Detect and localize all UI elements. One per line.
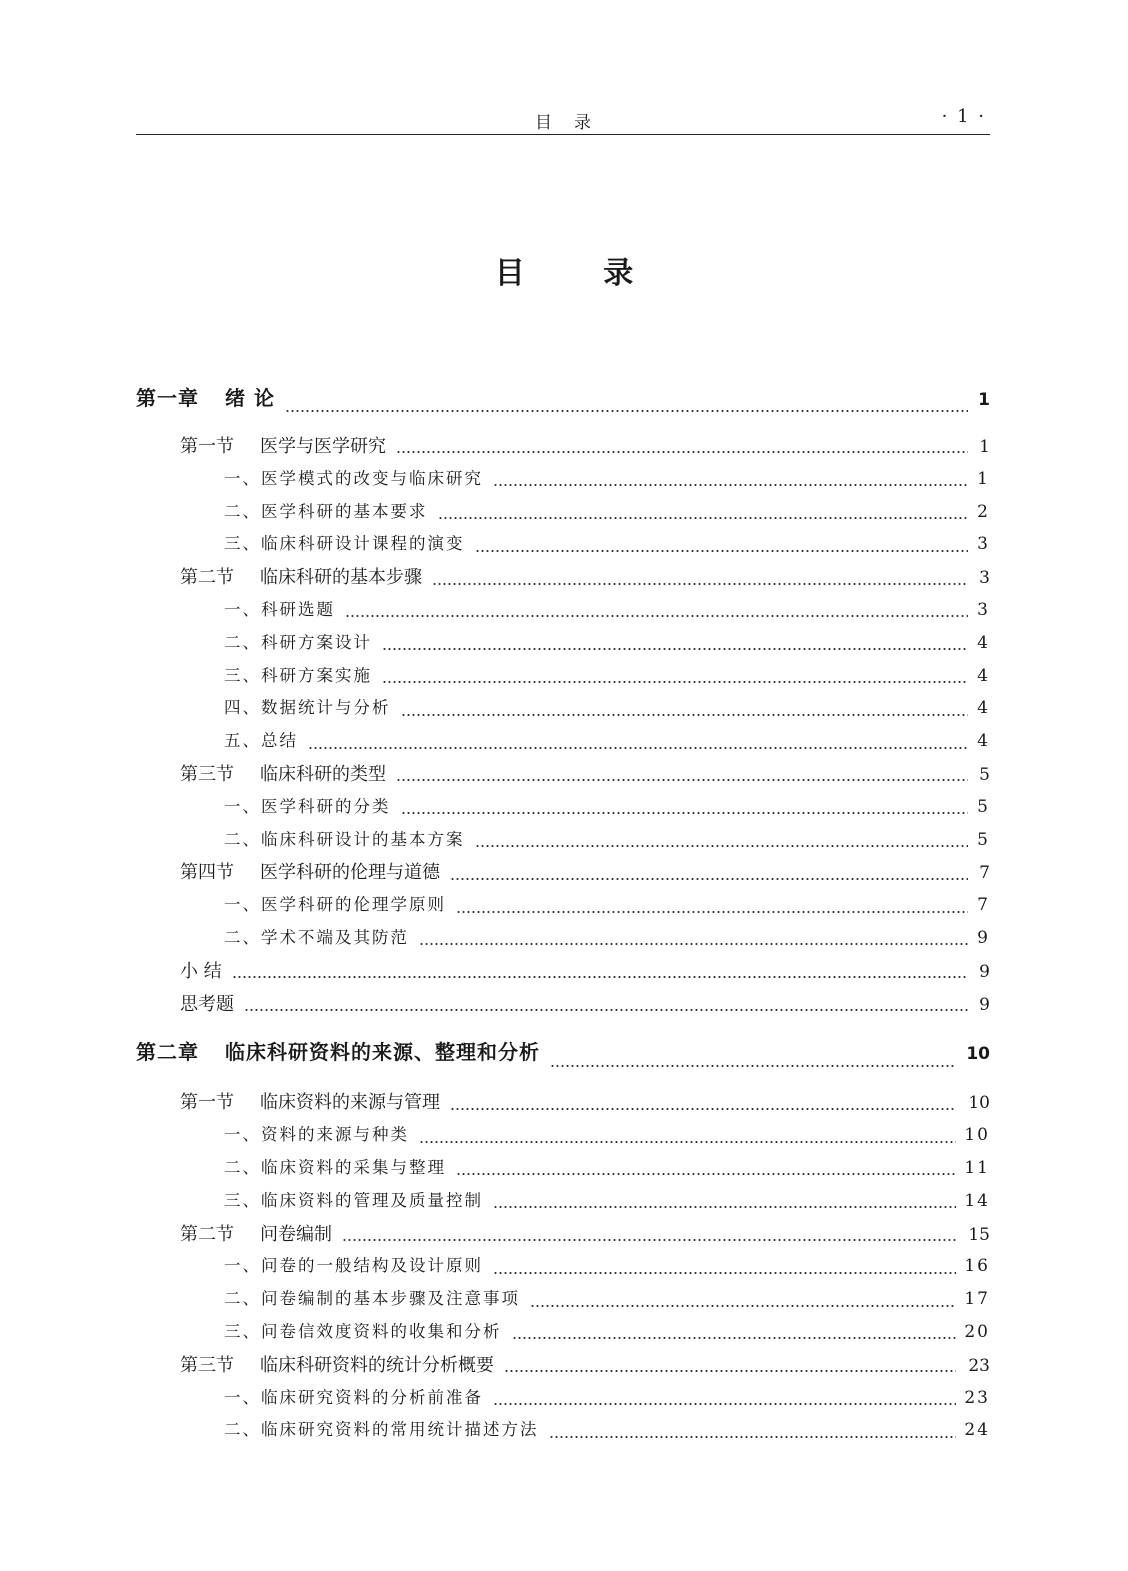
toc-item-entry[interactable] bbox=[136, 1416, 990, 1449]
item-title: 四、数据统计与分析 bbox=[224, 698, 391, 718]
dot-leader bbox=[549, 1426, 957, 1440]
page-number: 5 bbox=[977, 796, 990, 817]
page-number: 3 bbox=[977, 534, 990, 555]
chapter-number: 第一章 bbox=[136, 386, 199, 410]
item-heading bbox=[224, 1252, 489, 1276]
dot-leader bbox=[450, 868, 968, 882]
item-title: 一、医学模式的改变与临床研究 bbox=[224, 468, 483, 488]
toc-item-entry[interactable] bbox=[136, 1121, 990, 1154]
item-heading bbox=[224, 1416, 545, 1440]
dot-leader bbox=[396, 769, 968, 783]
dot-leader bbox=[493, 474, 968, 488]
page-number: 16 bbox=[964, 1256, 990, 1277]
toc-item-entry[interactable] bbox=[136, 629, 990, 662]
dot-leader bbox=[396, 441, 968, 455]
toc-section-entry[interactable] bbox=[136, 1220, 990, 1253]
toc-section-entry[interactable] bbox=[136, 858, 990, 891]
toc-item-entry[interactable] bbox=[136, 530, 990, 563]
item-heading bbox=[224, 924, 415, 948]
toc-item-entry[interactable] bbox=[136, 498, 990, 531]
section-heading bbox=[180, 760, 392, 786]
item-heading bbox=[224, 1187, 489, 1211]
toc-item-entry[interactable] bbox=[136, 1285, 990, 1318]
toc-item-entry[interactable] bbox=[136, 1252, 990, 1285]
dot-leader bbox=[512, 1327, 957, 1341]
dot-leader bbox=[493, 1393, 956, 1407]
item-title: 二、学术不端及其防范 bbox=[224, 927, 409, 947]
dot-leader bbox=[475, 835, 969, 849]
page-number: 4 bbox=[977, 665, 990, 686]
item-title: 一、问卷的一般结构及设计原则 bbox=[224, 1256, 483, 1276]
section-heading bbox=[180, 563, 428, 589]
dot-leader bbox=[432, 573, 968, 587]
page-number: 14 bbox=[964, 1190, 990, 1211]
page-number: 3 bbox=[979, 568, 990, 589]
item-title: 三、临床科研设计课程的演变 bbox=[224, 534, 465, 554]
toc-item-entry[interactable] bbox=[136, 596, 990, 629]
dot-leader bbox=[450, 1098, 956, 1112]
page-number: 4 bbox=[977, 731, 990, 752]
misc-heading bbox=[180, 957, 228, 983]
item-heading bbox=[224, 793, 397, 817]
dot-leader bbox=[345, 605, 968, 619]
dot-leader bbox=[382, 638, 968, 652]
misc-heading bbox=[180, 990, 240, 1016]
chapter-number: 第二章 bbox=[136, 1040, 199, 1065]
item-title: 一、医学科研的分类 bbox=[224, 796, 391, 816]
page-number: 9 bbox=[979, 961, 990, 982]
item-title: 五、总结 bbox=[224, 731, 298, 751]
toc-chapter-entry[interactable] bbox=[136, 1036, 990, 1088]
section-title: 医学与医学研究 bbox=[260, 436, 386, 457]
section-title: 临床科研的类型 bbox=[260, 763, 386, 785]
section-heading bbox=[180, 432, 392, 458]
item-title: 一、临床研究资料的分析前准备 bbox=[224, 1387, 483, 1407]
page-number: 7 bbox=[977, 895, 990, 916]
item-heading bbox=[224, 662, 378, 686]
section-number: 第二节 bbox=[180, 1223, 234, 1245]
dot-leader bbox=[493, 1196, 956, 1210]
item-title: 二、科研方案设计 bbox=[224, 632, 372, 652]
page-title: 目 录 bbox=[494, 256, 668, 291]
toc-item-entry[interactable] bbox=[136, 727, 990, 760]
section-number: 第三节 bbox=[180, 763, 234, 785]
toc-chapter-entry[interactable] bbox=[136, 382, 990, 432]
page-number: 23 bbox=[964, 1387, 990, 1408]
dot-leader bbox=[456, 1163, 956, 1177]
dot-leader bbox=[456, 901, 968, 915]
section-number: 第一节 bbox=[180, 1092, 234, 1114]
section-title: 问卷编制 bbox=[260, 1223, 332, 1245]
toc-item-entry[interactable] bbox=[136, 1154, 990, 1187]
page-number: 9 bbox=[979, 994, 990, 1015]
section-title: 临床科研的基本步骤 bbox=[260, 567, 422, 589]
toc-section-entry[interactable] bbox=[136, 760, 990, 793]
running-head-title: 目录 bbox=[535, 113, 613, 133]
section-number: 第三节 bbox=[180, 1354, 234, 1376]
section-title: 临床科研资料的统计分析概要 bbox=[260, 1354, 494, 1376]
toc-item-entry[interactable] bbox=[136, 826, 990, 859]
item-heading bbox=[224, 465, 489, 489]
item-title: 二、问卷编制的基本步骤及注意事项 bbox=[224, 1289, 520, 1309]
page-number: 7 bbox=[979, 863, 990, 884]
item-title: 三、临床资料的管理及质量控制 bbox=[224, 1190, 483, 1210]
toc-item-entry[interactable] bbox=[136, 1187, 990, 1220]
section-title: 医学科研的伦理与道德 bbox=[260, 862, 440, 884]
running-head bbox=[136, 104, 990, 135]
item-title: 二、医学科研的基本要求 bbox=[224, 501, 428, 521]
page-number: 17 bbox=[964, 1289, 990, 1310]
page-number: 20 bbox=[964, 1321, 990, 1342]
toc-section-entry[interactable] bbox=[136, 563, 990, 596]
toc-item-entry[interactable] bbox=[136, 662, 990, 695]
item-title: 二、临床资料的采集与整理 bbox=[224, 1157, 446, 1177]
item-title: 二、临床科研设计的基本方案 bbox=[224, 829, 465, 849]
page-number: 3 bbox=[977, 599, 990, 620]
toc-item-entry[interactable] bbox=[136, 465, 990, 498]
dot-leader bbox=[401, 802, 969, 816]
dot-leader bbox=[530, 1295, 956, 1309]
section-heading bbox=[180, 1351, 500, 1377]
dot-leader bbox=[401, 704, 969, 718]
toc-section-entry[interactable] bbox=[136, 1351, 990, 1384]
item-heading bbox=[224, 1384, 489, 1408]
chapter-heading bbox=[136, 382, 281, 411]
item-heading bbox=[224, 498, 434, 522]
item-heading bbox=[224, 1318, 508, 1342]
running-head-page-number: · 1 · bbox=[941, 106, 986, 127]
section-number: 第四节 bbox=[180, 862, 234, 884]
item-heading bbox=[224, 629, 378, 653]
page-number: 5 bbox=[979, 764, 990, 785]
toc-section-entry[interactable] bbox=[136, 1088, 990, 1121]
item-title: 一、医学科研的伦理学原则 bbox=[224, 895, 446, 915]
page-number: 10 bbox=[966, 1044, 990, 1065]
misc-title: 思考题 bbox=[180, 993, 234, 1015]
item-heading bbox=[224, 826, 471, 850]
item-title: 二、临床研究资料的常用统计描述方法 bbox=[224, 1420, 539, 1440]
section-heading bbox=[180, 1220, 338, 1246]
table-of-contents bbox=[136, 382, 990, 1449]
section-heading bbox=[180, 1088, 446, 1114]
page-number: 1 bbox=[977, 468, 990, 489]
toc-item-entry[interactable] bbox=[136, 1384, 990, 1417]
page-number: 1 bbox=[978, 390, 990, 410]
item-heading bbox=[224, 1285, 526, 1309]
dot-leader bbox=[504, 1360, 956, 1374]
dot-leader bbox=[244, 999, 968, 1013]
toc-item-entry[interactable] bbox=[136, 891, 990, 924]
item-title: 三、问卷信效度资料的收集和分析 bbox=[224, 1321, 502, 1341]
toc-item-entry[interactable] bbox=[136, 924, 990, 957]
item-heading bbox=[224, 1121, 415, 1145]
toc-item-entry[interactable] bbox=[136, 1318, 990, 1351]
dot-leader bbox=[438, 507, 969, 521]
toc-misc-entry[interactable] bbox=[136, 957, 990, 990]
item-heading bbox=[224, 1154, 452, 1178]
misc-title: 小 结 bbox=[180, 960, 222, 982]
section-title: 临床资料的来源与管理 bbox=[260, 1092, 440, 1114]
page-number: 5 bbox=[977, 829, 990, 850]
page-number: 24 bbox=[964, 1420, 990, 1441]
item-heading bbox=[224, 596, 341, 620]
page-number: 15 bbox=[968, 1224, 990, 1245]
section-number: 第一节 bbox=[180, 436, 234, 457]
chapter-title: 临床科研资料的来源、整理和分析 bbox=[225, 1040, 540, 1065]
page-number: 11 bbox=[964, 1157, 990, 1178]
dot-leader bbox=[382, 671, 968, 685]
dot-leader bbox=[475, 540, 969, 554]
page-number: 23 bbox=[968, 1355, 990, 1376]
chapter-title: 绪 论 bbox=[225, 386, 275, 410]
dot-leader bbox=[550, 1055, 956, 1069]
item-title: 一、科研选题 bbox=[224, 599, 335, 619]
toc-misc-entry[interactable] bbox=[136, 990, 990, 1023]
toc-section-entry[interactable] bbox=[136, 432, 990, 465]
page-number: 10 bbox=[964, 1125, 990, 1146]
toc-item-entry[interactable] bbox=[136, 694, 990, 727]
page-number: 4 bbox=[977, 632, 990, 653]
page-number: 9 bbox=[977, 927, 990, 948]
item-heading bbox=[224, 530, 471, 554]
dot-leader bbox=[308, 737, 968, 751]
dot-leader bbox=[419, 1131, 956, 1145]
dot-leader bbox=[232, 966, 968, 980]
item-title: 三、科研方案实施 bbox=[224, 665, 372, 685]
toc-item-entry[interactable] bbox=[136, 793, 990, 826]
item-heading bbox=[224, 727, 304, 751]
item-title: 一、资料的来源与种类 bbox=[224, 1125, 409, 1145]
page-number: 1 bbox=[979, 437, 990, 457]
dot-leader bbox=[285, 400, 968, 414]
item-heading bbox=[224, 694, 397, 718]
chapter-heading bbox=[136, 1036, 546, 1065]
page-number: 10 bbox=[968, 1093, 990, 1114]
section-heading bbox=[180, 858, 446, 884]
dot-leader bbox=[419, 933, 968, 947]
page-number: 2 bbox=[977, 501, 990, 522]
dot-leader bbox=[493, 1262, 956, 1276]
section-number: 第二节 bbox=[180, 567, 234, 589]
dot-leader bbox=[342, 1229, 956, 1243]
item-heading bbox=[224, 891, 452, 915]
page-number: 4 bbox=[977, 698, 990, 719]
